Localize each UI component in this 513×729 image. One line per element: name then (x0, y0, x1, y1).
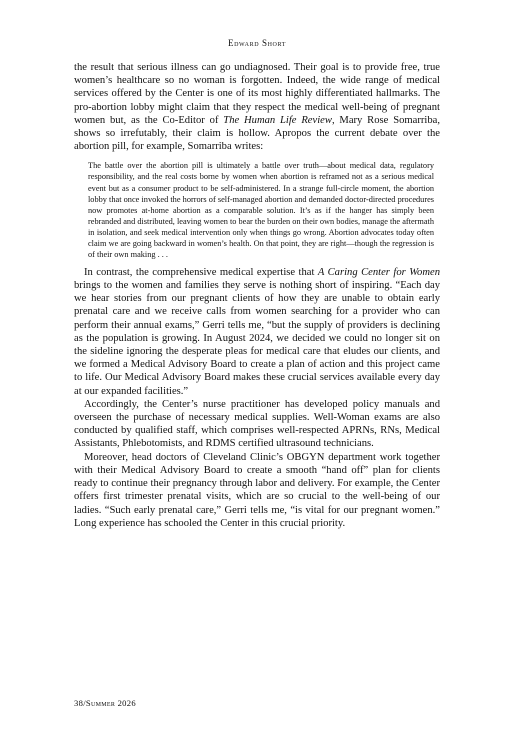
paragraph-4: Moreover, head doctors of Cleveland Clinic’s OBGYN department work together with their Medical Advisory Board to create a smooth “hand off” plan for clients ready to continue their pregnancy through labor and delivery. For example, the Center offers first trimester prenatal visits, which are so crucial to the well-being of our ladies. “Such early prenatal care,” Gerri tells me, “is vital for our pregnant women.” Long experience has schooled the Center in this crucial priority. (74, 451, 440, 529)
paragraph-2-text-a: In contrast, the comprehensive medical expertise that (84, 266, 318, 278)
paragraph-2-text-b: brings to the women and families they serve is nothing short of inspiring. “Each day we hear stories from our pregnant clients of how they are unable to obtain early prenatal care and we receive calls from women searching for a provider who can perform their annual exams,” Gerri tells me, “but the supply of providers is declining as the population is growing. In August 2024, we decided we could no longer sit on the sideline ignoring the desperate pleas for medical care that eludes our clients, and we formed a Medical Advisory Board to create a plan of action and this project came to life. Our Medical Advisory Board makes these crucial services available every day at our expanded facilities.” (74, 280, 440, 397)
block-quote-text: The battle over the abortion pill is ultimately a battle over truth—about medical data, regulatory responsibility, and the real costs borne by women when abortion is reframed not as a serious medical event but as a consumer product to be self-administered. In a strange full-circle moment, the abortion lobby that once invoked the horrors of self-managed abortion and demanded doctor-directed procedures now promotes at-home abortion as a comparable solution. It’s as if the hanger has simply been rebranded and distributed, leaving women to bear the burden on their own bodies, manage the aftermath in isolation, and seek medical intervention only when things go wrong. Abortion advocates today often claim we are going backward in women’s health. On that point, they are right—though the regression is of their own making . . . (88, 161, 434, 259)
block-quote (88, 160, 434, 259)
center-name: A Caring Center for Women (317, 266, 440, 278)
running-head: Edward Short (228, 38, 286, 48)
page (74, 38, 440, 530)
paragraph-1-text-a: the result that serious illness can go undiagnosed. Their goal is to provide free, true women’s healthcare so no woman is forgotten. Indeed, the wide range of medical services offered by the Center is one of its most highly differentiated hallmarks. The pro-abortion lobby might claim that they respect the medical well-being of pregnant women but, as the Co-Editor of (74, 62, 440, 126)
paragraph-3: Accordingly, the Center’s nurse practitioner has developed policy manuals and overseen the purchase of necessary medical supplies. Well-Woman exams are also conducted by qualified staff, which comprises well-respected APRNs, RNs, Medical Assistants, Phlebotomists, and RDMS certified ultrasound technicians. (74, 398, 440, 450)
paragraph-1 (74, 61, 440, 153)
page-folio: 38/Summer 2026 (74, 698, 136, 708)
journal-title: The Human Life Review (223, 114, 332, 126)
paragraph-1-text-b: , Mary Rose Somarriba, shows so irrefutably, their claim is hollow. Apropos the current debate over the abortion pill, for example, Somarriba writes: (74, 114, 440, 153)
paragraph-2 (74, 266, 440, 398)
